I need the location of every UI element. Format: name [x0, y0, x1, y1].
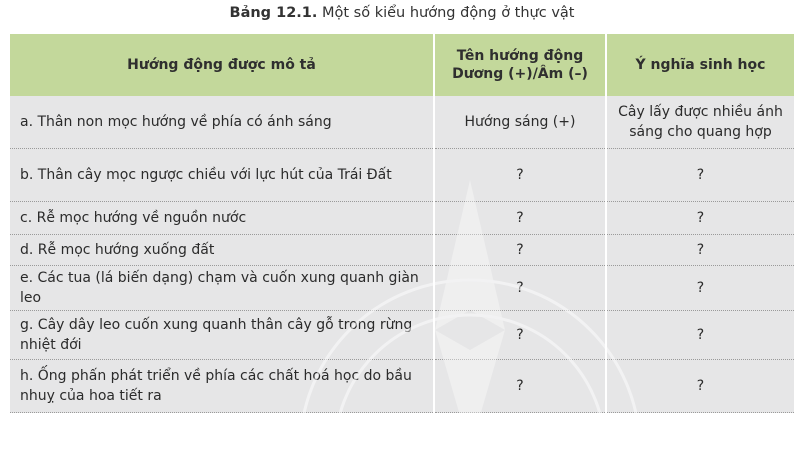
header-tropism-name-line1: Tên hướng động	[456, 48, 584, 64]
table-caption	[0, 5, 804, 21]
row-tropism-name: ?	[434, 149, 606, 202]
header-row	[10, 34, 794, 96]
table-row	[10, 235, 794, 266]
header-tropism-name	[434, 34, 606, 96]
table-caption-label: Bảng 12.1.	[229, 5, 318, 21]
table-row	[10, 311, 794, 360]
row-description: b. Thân cây mọc ngược chiều với lực hút của Trái Đất	[10, 149, 434, 202]
row-description: c. Rễ mọc hướng về nguồn nước	[10, 202, 434, 235]
table	[10, 34, 794, 413]
tropism-table	[10, 34, 794, 413]
table-row	[10, 96, 794, 149]
header-biological-meaning: Ý nghĩa sinh học	[606, 34, 794, 96]
row-meaning: ?	[606, 235, 794, 266]
row-meaning: Cây lấy được nhiều ánh sáng cho quang hợp	[606, 96, 794, 149]
table-row	[10, 202, 794, 235]
row-meaning: ?	[606, 266, 794, 311]
row-meaning: ?	[606, 149, 794, 202]
row-tropism-name: ?	[434, 202, 606, 235]
table-caption-text: Một số kiểu hướng động ở thực vật	[317, 5, 575, 21]
table-row	[10, 266, 794, 311]
row-description: a. Thân non mọc hướng về phía có ánh sáng	[10, 96, 434, 149]
row-tropism-name: ?	[434, 235, 606, 266]
row-meaning: ?	[606, 311, 794, 360]
header-description: Hướng động được mô tả	[10, 34, 434, 96]
row-tropism-name: ?	[434, 311, 606, 360]
row-description: g. Cây dây leo cuốn xung quanh thân cây gỗ trong rừng nhiệt đới	[10, 311, 434, 360]
header-tropism-name-line2: Dương (+)/Âm (–)	[452, 66, 588, 82]
row-description: e. Các tua (lá biến dạng) chạm và cuốn xung quanh giàn leo	[10, 266, 434, 311]
row-description: d. Rễ mọc hướng xuống đất	[10, 235, 434, 266]
row-description: h. Ống phấn phát triển về phía các chất hoá học do bầu nhuỵ của hoa tiết ra	[10, 360, 434, 413]
row-tropism-name: Hướng sáng (+)	[434, 96, 606, 149]
row-meaning: ?	[606, 360, 794, 413]
row-tropism-name: ?	[434, 360, 606, 413]
table-row	[10, 149, 794, 202]
table-row	[10, 360, 794, 413]
row-tropism-name: ?	[434, 266, 606, 311]
row-meaning: ?	[606, 202, 794, 235]
